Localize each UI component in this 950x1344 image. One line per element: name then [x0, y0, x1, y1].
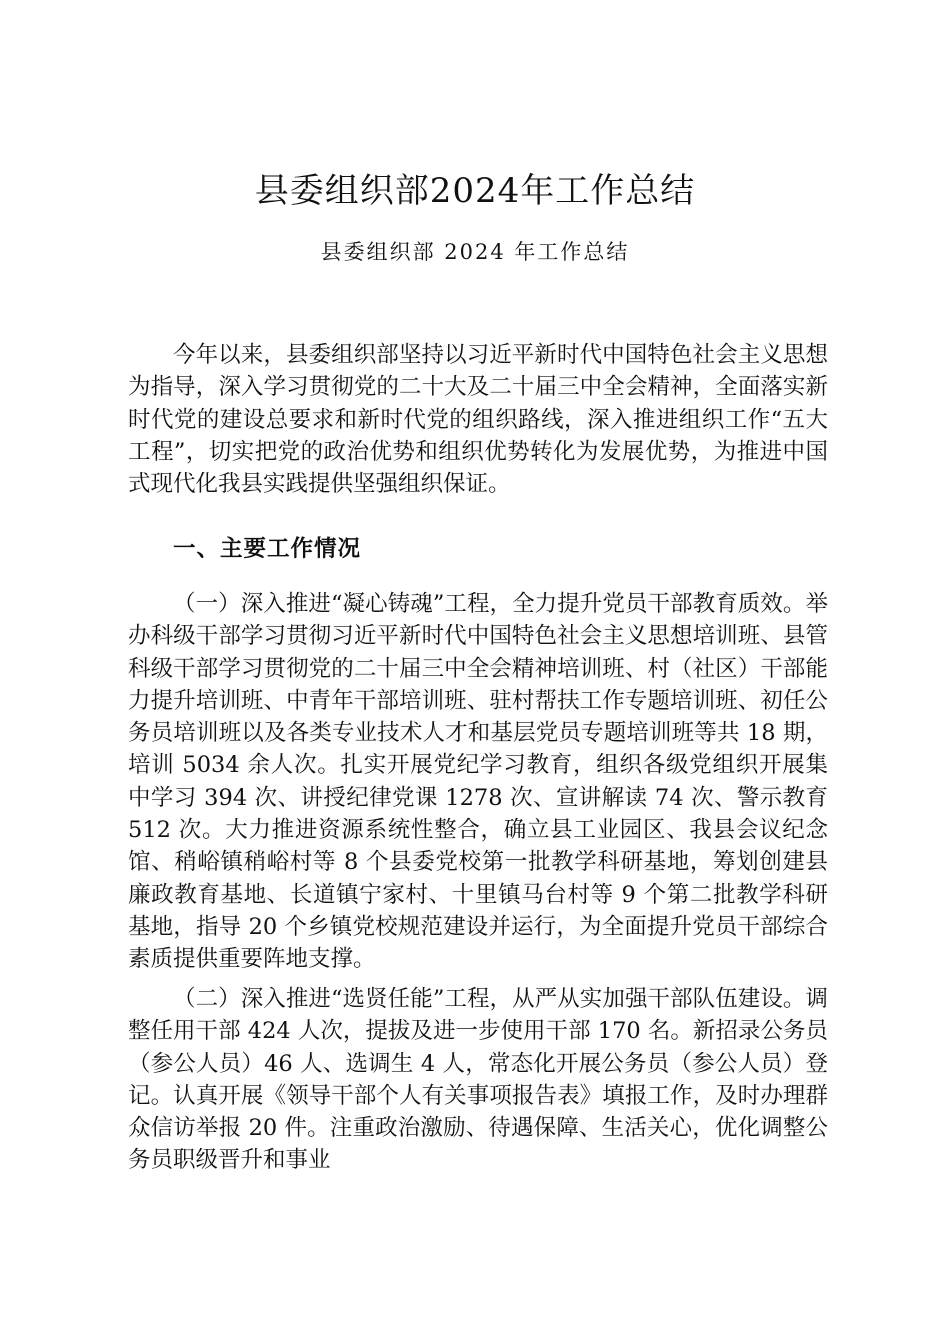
document-title: 县委组织部2024年工作总结 — [254, 171, 696, 211]
document-subtitle: 县委组织部 2024 年工作总结 — [320, 240, 630, 264]
intro-paragraph: 今年以来，县委组织部坚持以习近平新时代中国特色社会主义思想为指导，深入学习贯彻党的二十大及二十届三中全会精神，全面落实新时代党的建设总要求和新时代党的组织路线，深入推进组织工作“五大工程”，切实把党的政治优势和组织优势转化为发展优势，为推进中国式现代化我县实践提供坚强组织保证。 — [128, 342, 828, 498]
section-paragraph-1: （一）深入推进“凝心铸魂”工程，全力提升党员干部教育质效。举办科级干部学习贯彻习近平新时代中国特色社会主义思想培训班、县管科级干部学习贯彻党的二十届三中全会精神培训班、村（社区）干部能力提升培训班、中青年干部培训班、驻村帮扶工作专题培训班、初任公务员培训班以及各类专业技术人才和基层党员专题培训班等共 18 期，培训 5034 余人次。扎实开展党纪学习教育，组织各级党组织开展集中学习 394 次、讲授纪律党课 1278 次、宣讲解读 74 次、警示教育 512 次。大力推进资源系统性整合，确立县工业园区、我县会议纪念馆、稍峪镇稍峪村等 8 个县委党校第一批教学科研基地，筹划创建县廉政教育基地、长道镇宁家村、十里镇马台村等 9 个第二批教学科研基地，指导 20 个乡镇党校规范建设并运行，为全面提升党员干部综合素质提供重要阵地支撑。 — [128, 591, 828, 973]
section-heading: 一、主要工作情况 — [173, 536, 362, 562]
section-paragraph-2: （二）深入推进“选贤任能”工程，从严从实加强干部队伍建设。调整任用干部 424 人次，提拔及进一步使用干部 170 名。新招录公务员（参公人员）46 人、选调生 4 人，常态化开展公务员（参公人员）登记。认真开展《领导干部个人有关事项报告表》填报工作，及时办理群众信访举报 20 件。注重政治激励、待遇保障、生活关心，优化调整公务员职级晋升和事业 — [128, 986, 828, 1174]
